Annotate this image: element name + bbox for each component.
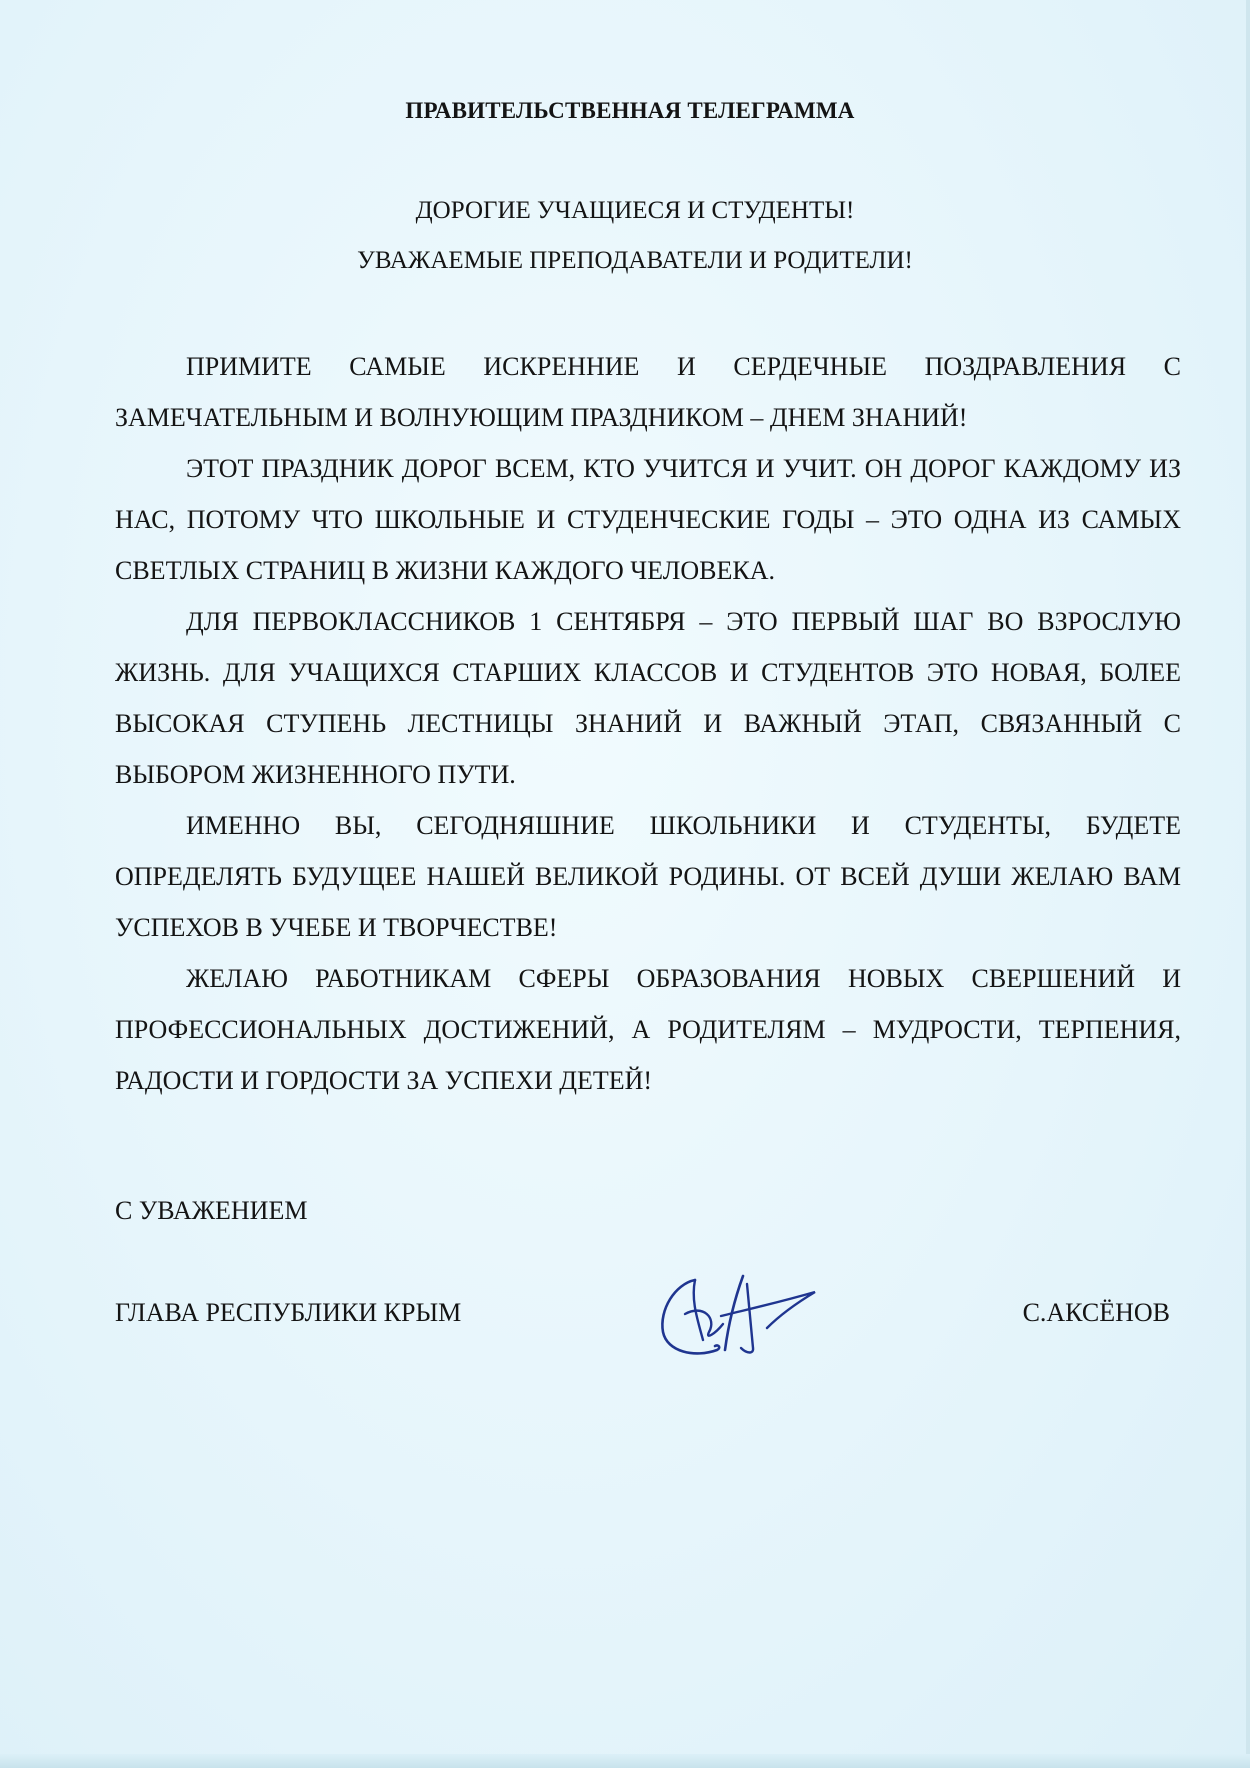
paragraph: ПРИМИТЕ САМЫЕ ИСКРЕННИЕ И СЕРДЕЧНЫЕ ПОЗДРАВЛЕНИЯ С ЗАМЕЧАТЕЛЬНЫМ И ВОЛНУЮЩИМ ПРАЗДНИКОМ – ДНЕМ ЗНАНИЙ! (115, 352, 1181, 432)
greeting-line-1: ДОРОГИЕ УЧАЩИЕСЯ И СТУДЕНТЫ! (415, 197, 855, 224)
handwritten-signature (655, 1270, 825, 1362)
paragraph: ИМЕННО ВЫ, СЕГОДНЯШНИЕ ШКОЛЬНИКИ И СТУДЕНТЫ, БУДЕТЕ ОПРЕДЕЛЯТЬ БУДУЩЕЕ НАШЕЙ ВЕЛИКОЙ РОДИНЫ. ОТ ВСЕЙ ДУШИ ЖЕЛАЮ ВАМ УСПЕХОВ В УЧЕБЕ И ТВОРЧЕСТВЕ! (115, 811, 1181, 942)
telegram-body (115, 341, 1181, 1106)
greeting-line-2: УВАЖАЕМЫЕ ПРЕПОДАВАТЕЛИ И РОДИТЕЛИ! (357, 247, 913, 274)
signatory-position: ГЛАВА РЕСПУБЛИКИ КРЫМ (115, 1298, 462, 1327)
paragraph: ДЛЯ ПЕРВОКЛАССНИКОВ 1 СЕНТЯБРЯ – ЭТО ПЕРВЫЙ ШАГ ВО ВЗРОСЛУЮ ЖИЗНЬ. ДЛЯ УЧАЩИХСЯ СТАРШИХ КЛАССОВ И СТУДЕНТОВ ЭТО НОВАЯ, БОЛЕЕ ВЫСОКАЯ СТУПЕНЬ ЛЕСТНИЦЫ ЗНАНИЙ И ВАЖНЫЙ ЭТАП, СВЯЗАННЫЙ С ВЫБОРОМ ЖИЗНЕННОГО ПУТИ. (115, 607, 1181, 789)
signatory-name: С.АКСЁНОВ (1022, 1298, 1170, 1327)
page-edge-bottom (0, 1754, 1250, 1768)
paragraph: ЖЕЛАЮ РАБОТНИКАМ СФЕРЫ ОБРАЗОВАНИЯ НОВЫХ СВЕРШЕНИЙ И ПРОФЕССИОНАЛЬНЫХ ДОСТИЖЕНИЙ, А РОДИТЕЛЯМ – МУДРОСТИ, ТЕРПЕНИЯ, РАДОСТИ И ГОРДОСТИ ЗА УСПЕХИ ДЕТЕЙ! (115, 964, 1181, 1095)
document-title: ПРАВИТЕЛЬСТВЕННАЯ ТЕЛЕГРАММА (405, 98, 855, 123)
closing-salutation: С УВАЖЕНИЕМ (115, 1196, 308, 1225)
paragraph: ЭТОТ ПРАЗДНИК ДОРОГ ВСЕМ, КТО УЧИТСЯ И УЧИТ. ОН ДОРОГ КАЖДОМУ ИЗ НАС, ПОТОМУ ЧТО ШКОЛЬНЫЕ И СТУДЕНЧЕСКИЕ ГОДЫ – ЭТО ОДНА ИЗ САМЫХ СВЕТЛЫХ СТРАНИЦ В ЖИЗНИ КАЖДОГО ЧЕЛОВЕКА. (115, 454, 1181, 585)
